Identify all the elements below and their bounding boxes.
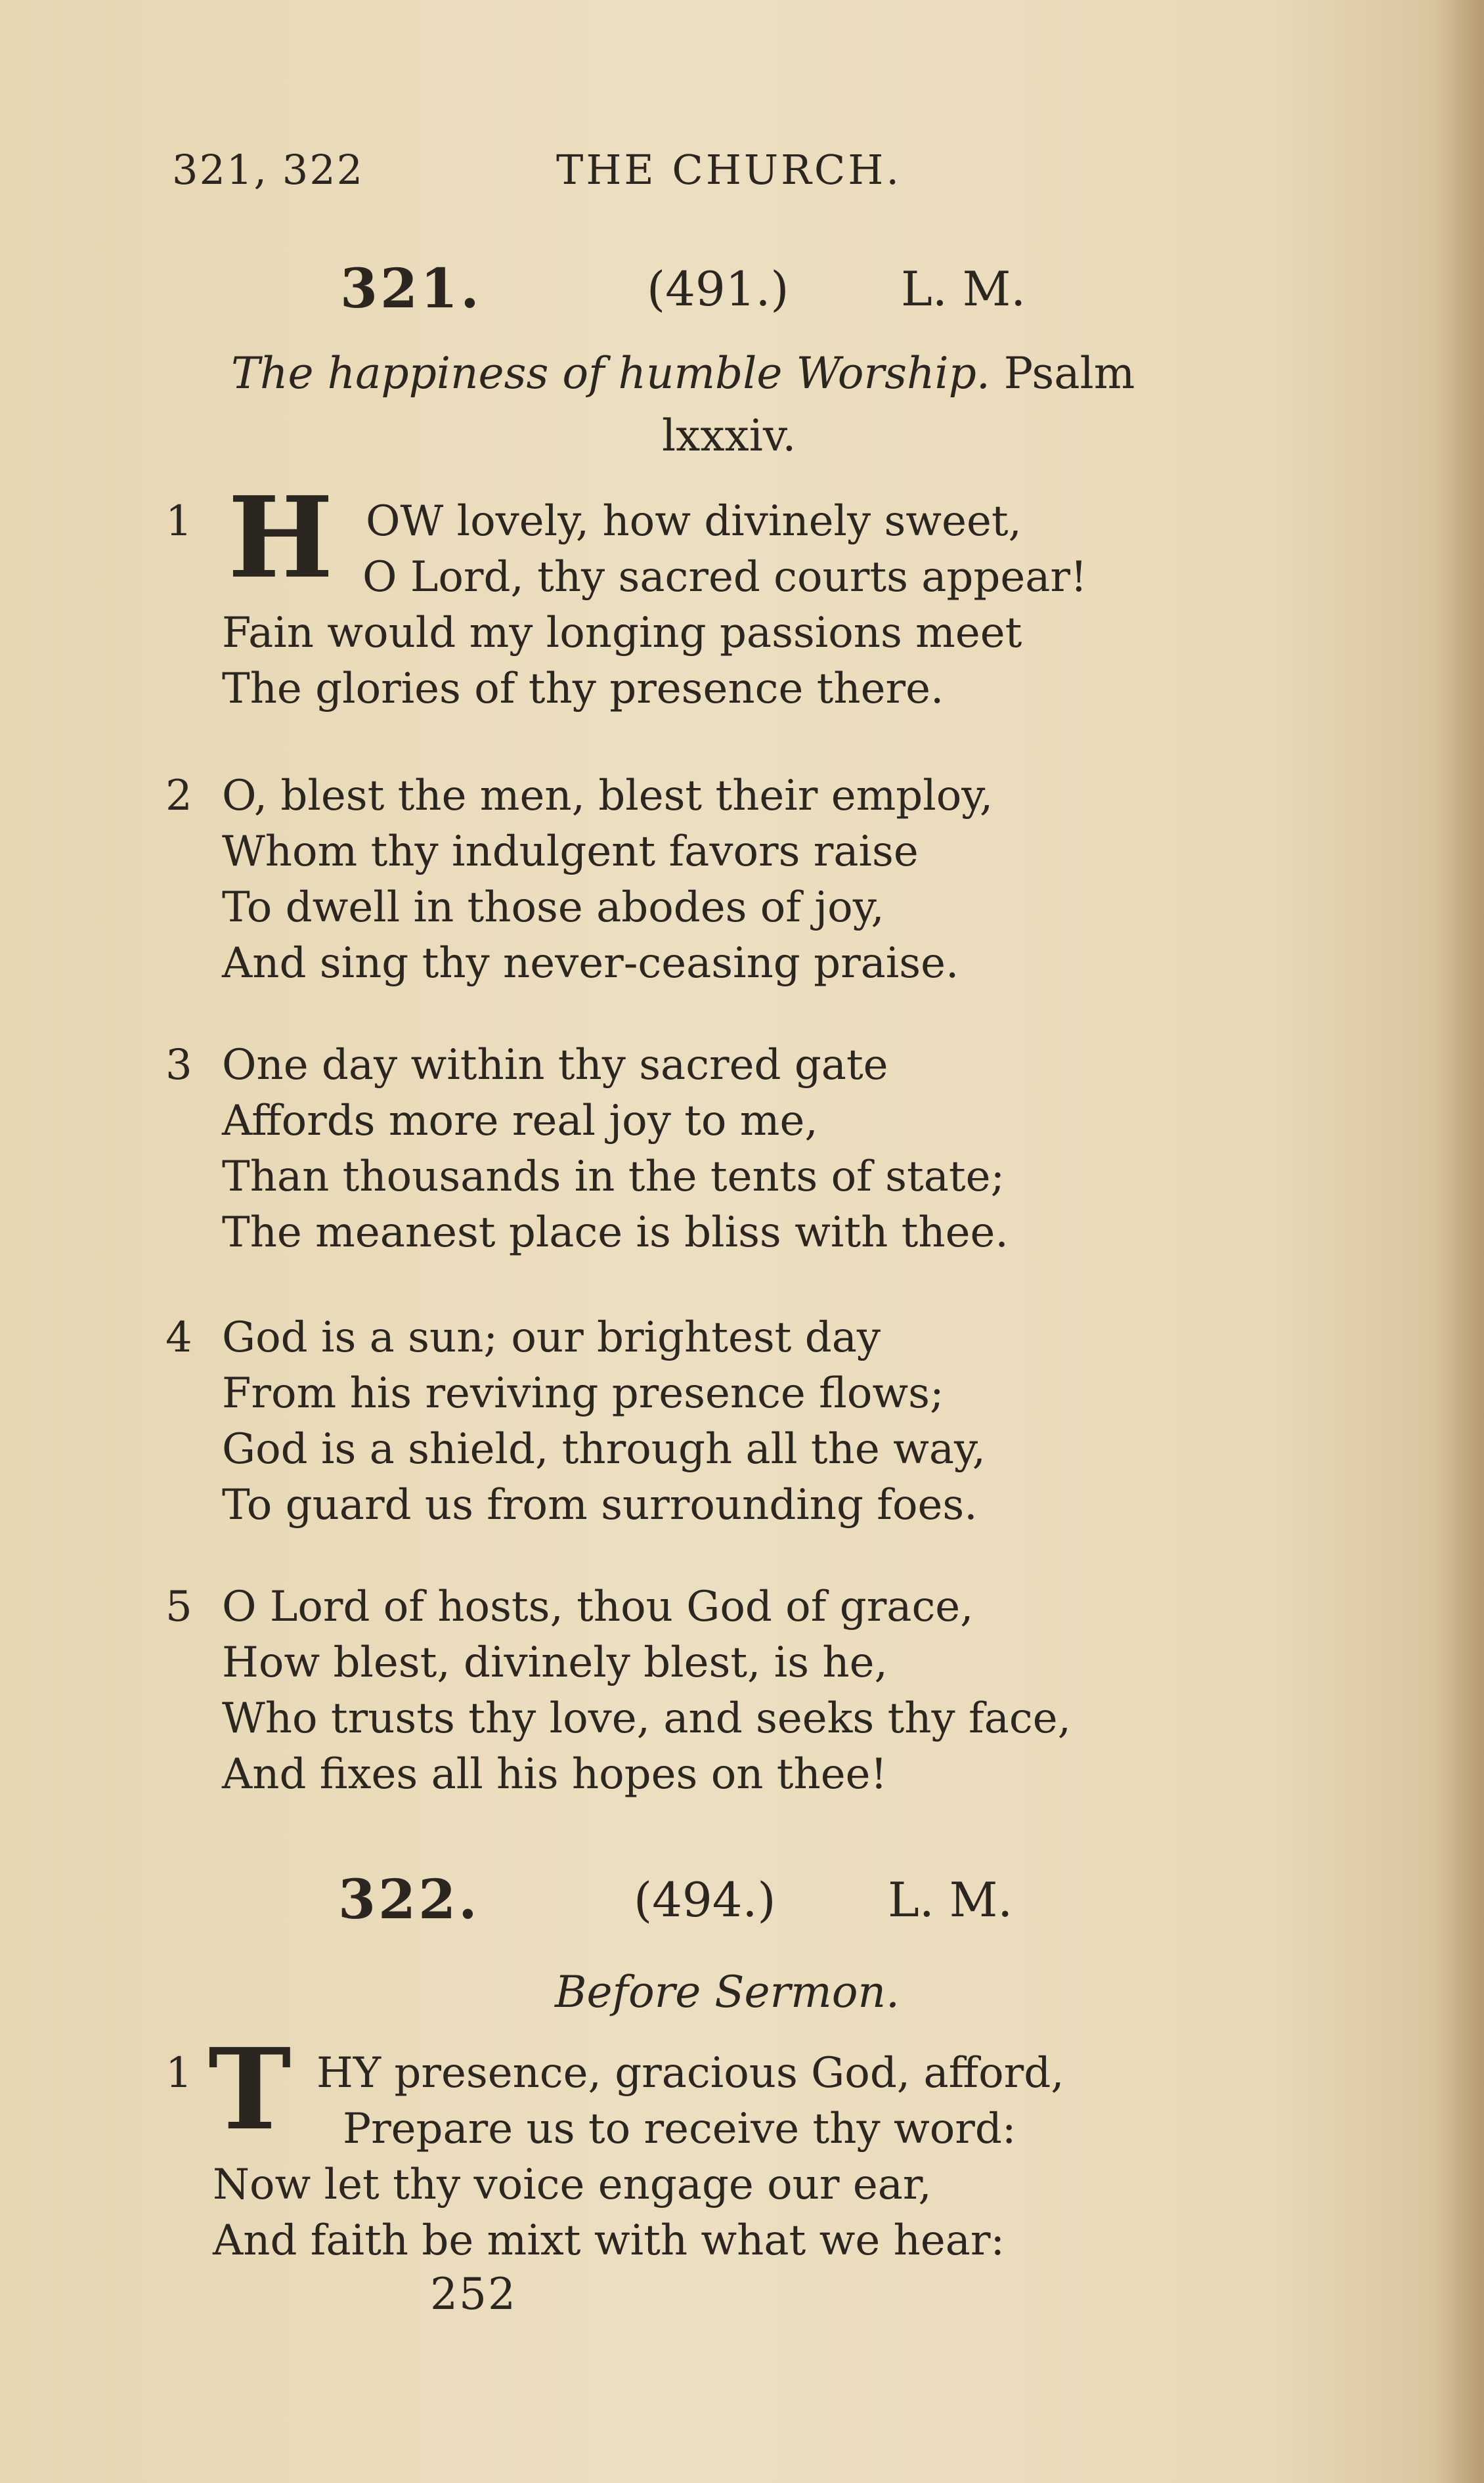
verse-line: Affords more real joy to me, [222,1097,818,1145]
running-head-page-numbers: 321, 322 [172,146,364,194]
stanza-5 [165,1579,1183,1816]
verse-line: God is a sun; our brightest day [222,1313,881,1362]
stanza-number: 5 [165,1583,192,1631]
verse-line: O Lord of hosts, thou God of grace, [222,1583,974,1631]
hymn-ref: (491.) [647,261,789,317]
verse-line: And faith be mixt with what we hear: [213,2216,1005,2265]
verse-line: Than thousands in the tents of state; [222,1153,1005,1201]
drop-cap: T [208,2024,292,2155]
verse-line: One day within thy sacred gate [222,1041,888,1089]
hymn-number: 321. [340,257,482,320]
verse-line: God is a shield, through all the way, [222,1425,986,1474]
stanza-4 [165,1310,1183,1547]
verse-line: OW lovely, how divinely sweet, [366,497,1022,546]
stanza-3 [165,1038,1183,1274]
verse-line: Prepare us to receive thy word: [343,2105,1016,2153]
stanza-number: 4 [165,1313,192,1362]
page-edge-shadow [1431,0,1484,2483]
verse-line: And fixes all his hopes on thee! [222,1750,888,1799]
stanza-2 [165,768,1183,1005]
verse-line: To guard us from surrounding foes. [222,1481,978,1529]
stanza-number: 2 [165,772,192,820]
hymn-322-subtitle: Before Sermon. [555,1967,900,2017]
verse-line: HY presence, gracious God, afford, [316,2049,1064,2098]
verse-line: And sing thy never-ceasing praise. [222,939,959,988]
verse-line: How blest, divinely blest, is he, [222,1638,888,1687]
verse-line: Now let thy voice engage our ear, [213,2161,932,2209]
drop-cap: H [228,472,334,604]
running-head-title: THE CHURCH. [556,146,902,194]
stanza-1 [165,2024,1183,2282]
stanza-number: 3 [165,1041,192,1089]
hymn-meter: L. M. [888,1872,1013,1927]
verse-line: O Lord, thy sacred courts appear! [362,553,1087,602]
hymn-number: 322. [338,1868,480,1931]
verse-line: Whom thy indulgent favors raise [222,827,919,876]
verse-line: The meanest place is bliss with thee. [222,1208,1009,1257]
verse-line: The glories of thy presence there. [222,665,944,713]
hymn-321-subtitle [231,348,1135,399]
page-number: 252 [430,2269,517,2319]
subtitle-plain: Psalm [1003,348,1135,399]
stanza-number: 1 [165,2049,192,2098]
stanza-1 [165,472,1183,730]
verse-line: Fain would my longing passions meet [222,609,1022,657]
verse-line: To dwell in those abodes of joy, [222,883,884,932]
verse-line: From his reviving presence flows; [222,1369,944,1418]
subtitle-italic: The happiness of humble Worship. [231,348,990,399]
stanza-number: 1 [165,497,192,546]
hymn-321-subtitle-line2: lxxxiv. [662,410,797,461]
verse-line: Who trusts thy love, and seeks thy face, [222,1694,1071,1743]
verse-line: O, blest the men, blest their employ, [222,772,993,820]
hymn-ref: (494.) [634,1872,776,1927]
hymn-meter: L. M. [901,261,1026,317]
